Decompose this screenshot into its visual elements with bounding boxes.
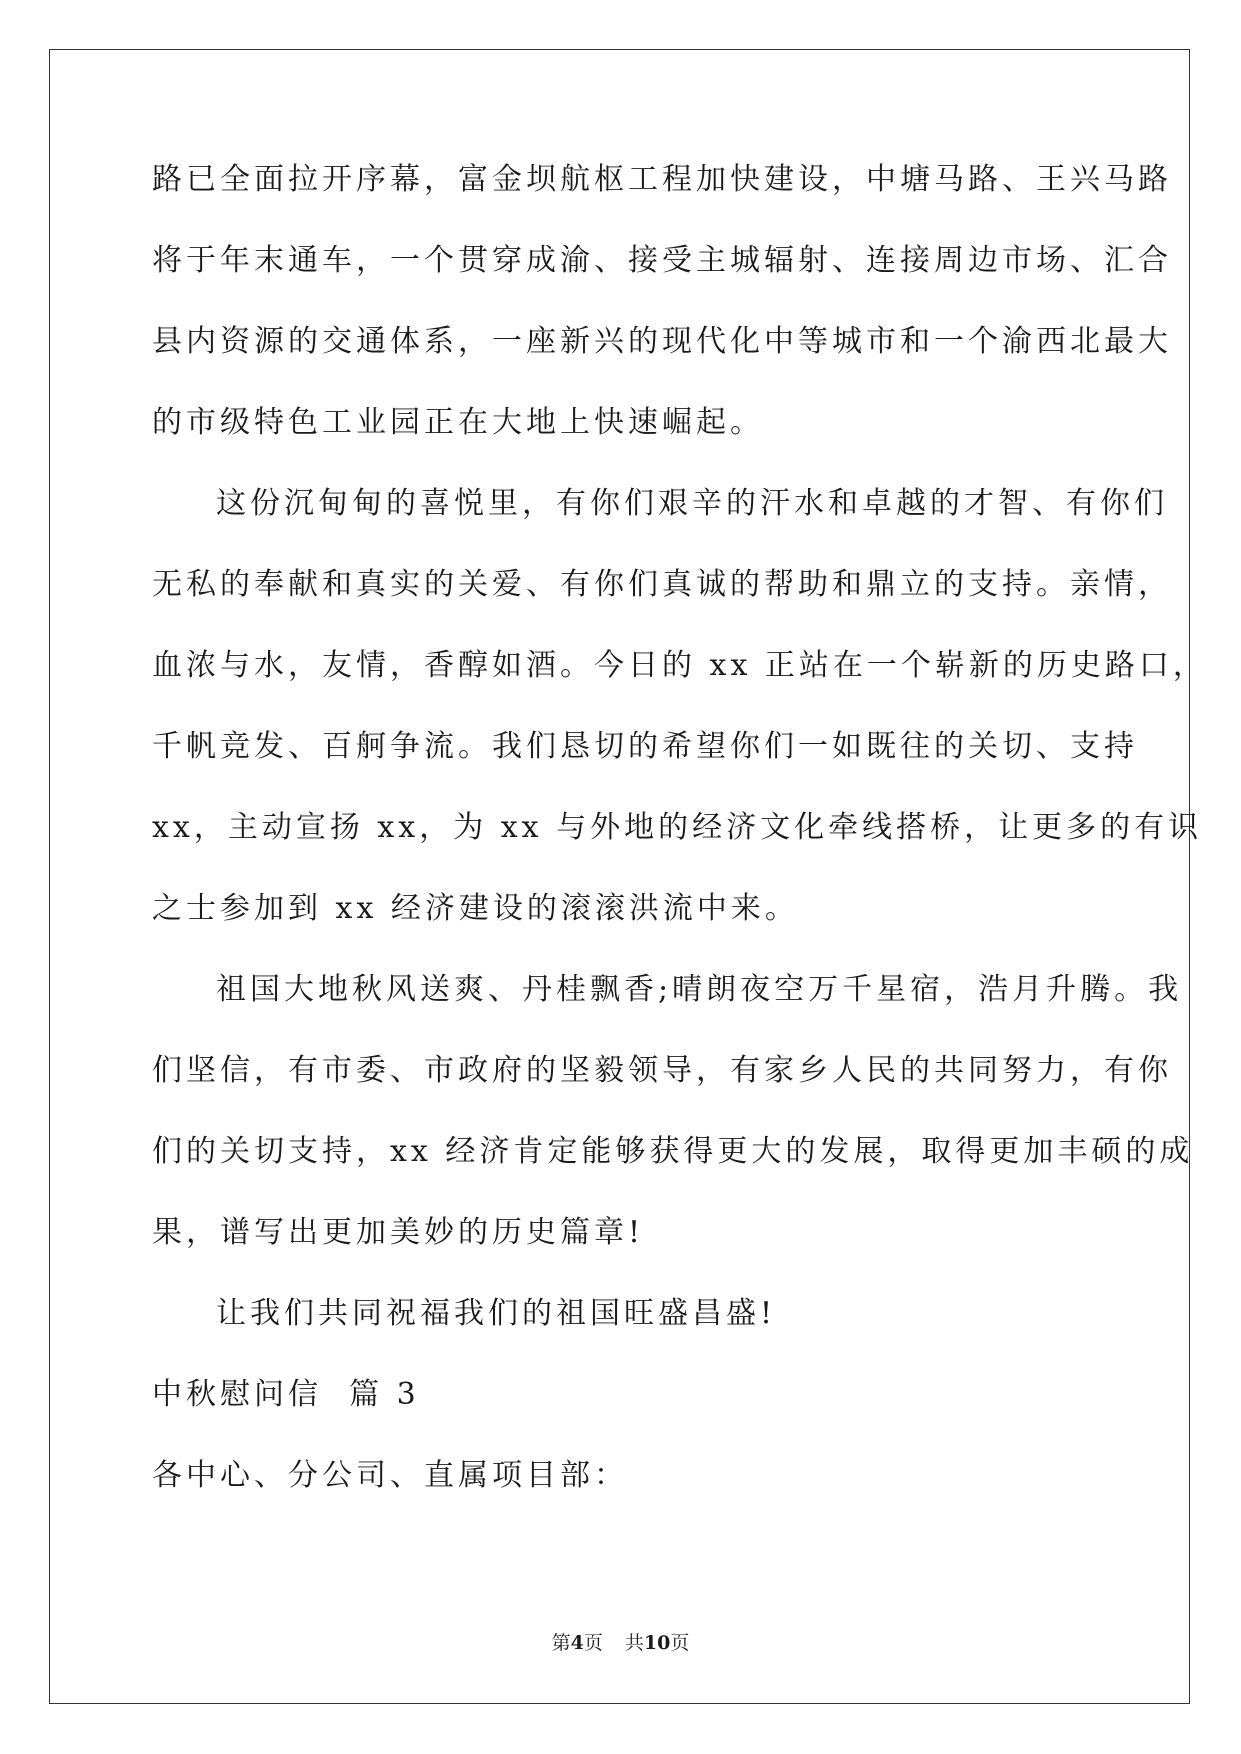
text-line: 县内资源的交通体系，一座新兴的现代化中等城市和一个渝西北最大 bbox=[152, 324, 1172, 359]
text-line: 千帆竞发、百舸争流。我们恳切的希望你们一如既往的关切、支持 bbox=[152, 729, 1138, 764]
text-line: 血浓与水，友情，香醇如酒。今日的 xx 正站在一个崭新的历史路口， bbox=[152, 648, 1207, 683]
total-prefix: 共 bbox=[624, 1632, 644, 1654]
document-body bbox=[152, 162, 1207, 1539]
paragraph-start-line: 这份沉甸甸的喜悦里，有你们艰辛的汗水和卓越的才智、有你们 bbox=[216, 486, 1168, 521]
section-heading: 中秋慰问信 篇 3 bbox=[152, 1377, 420, 1412]
page-unit: 页 bbox=[583, 1632, 603, 1654]
text-line: 们的关切支持，xx 经济肯定能够获得更大的发展，取得更加丰硕的成 bbox=[152, 1134, 1194, 1169]
salutation-line: 各中心、分公司、直属项目部： bbox=[152, 1458, 628, 1493]
total-unit: 页 bbox=[670, 1632, 690, 1654]
paragraph-start-line: 祖国大地秋风送爽、丹桂飘香;晴朗夜空万千星宿，浩月升腾。我 bbox=[216, 972, 1183, 1007]
text-line: 无私的奉献和真实的关爱、有你们真诚的帮助和鼎立的支持。亲情， bbox=[152, 567, 1172, 602]
text-line: 们坚信，有市委、市政府的坚毅领导，有家乡人民的共同努力，有你 bbox=[152, 1053, 1172, 1088]
page-current: 4 bbox=[570, 1632, 584, 1654]
text-line: 路已全面拉开序幕，富金坝航枢工程加快建设，中塘马路、王兴马路 bbox=[152, 162, 1172, 197]
text-line: xx，主动宣扬 xx，为 xx 与外地的经济文化牵线搭桥，让更多的有识 bbox=[152, 810, 1203, 845]
text-line: 之士参加到 xx 经济建设的滚滚洪流中来。 bbox=[152, 891, 799, 926]
text-line: 将于年末通车，一个贯穿成渝、接受主城辐射、连接周边市场、汇合 bbox=[152, 243, 1172, 278]
paragraph-start-line: 让我们共同祝福我们的祖国旺盛昌盛! bbox=[216, 1296, 777, 1331]
page-footer bbox=[0, 1628, 1241, 1655]
text-line: 果，谱写出更加美妙的历史篇章! bbox=[152, 1215, 645, 1250]
text-line: 的市级特色工业园正在大地上快速崛起。 bbox=[152, 405, 764, 440]
page-total: 10 bbox=[643, 1632, 671, 1654]
page-prefix: 第 bbox=[551, 1632, 571, 1654]
